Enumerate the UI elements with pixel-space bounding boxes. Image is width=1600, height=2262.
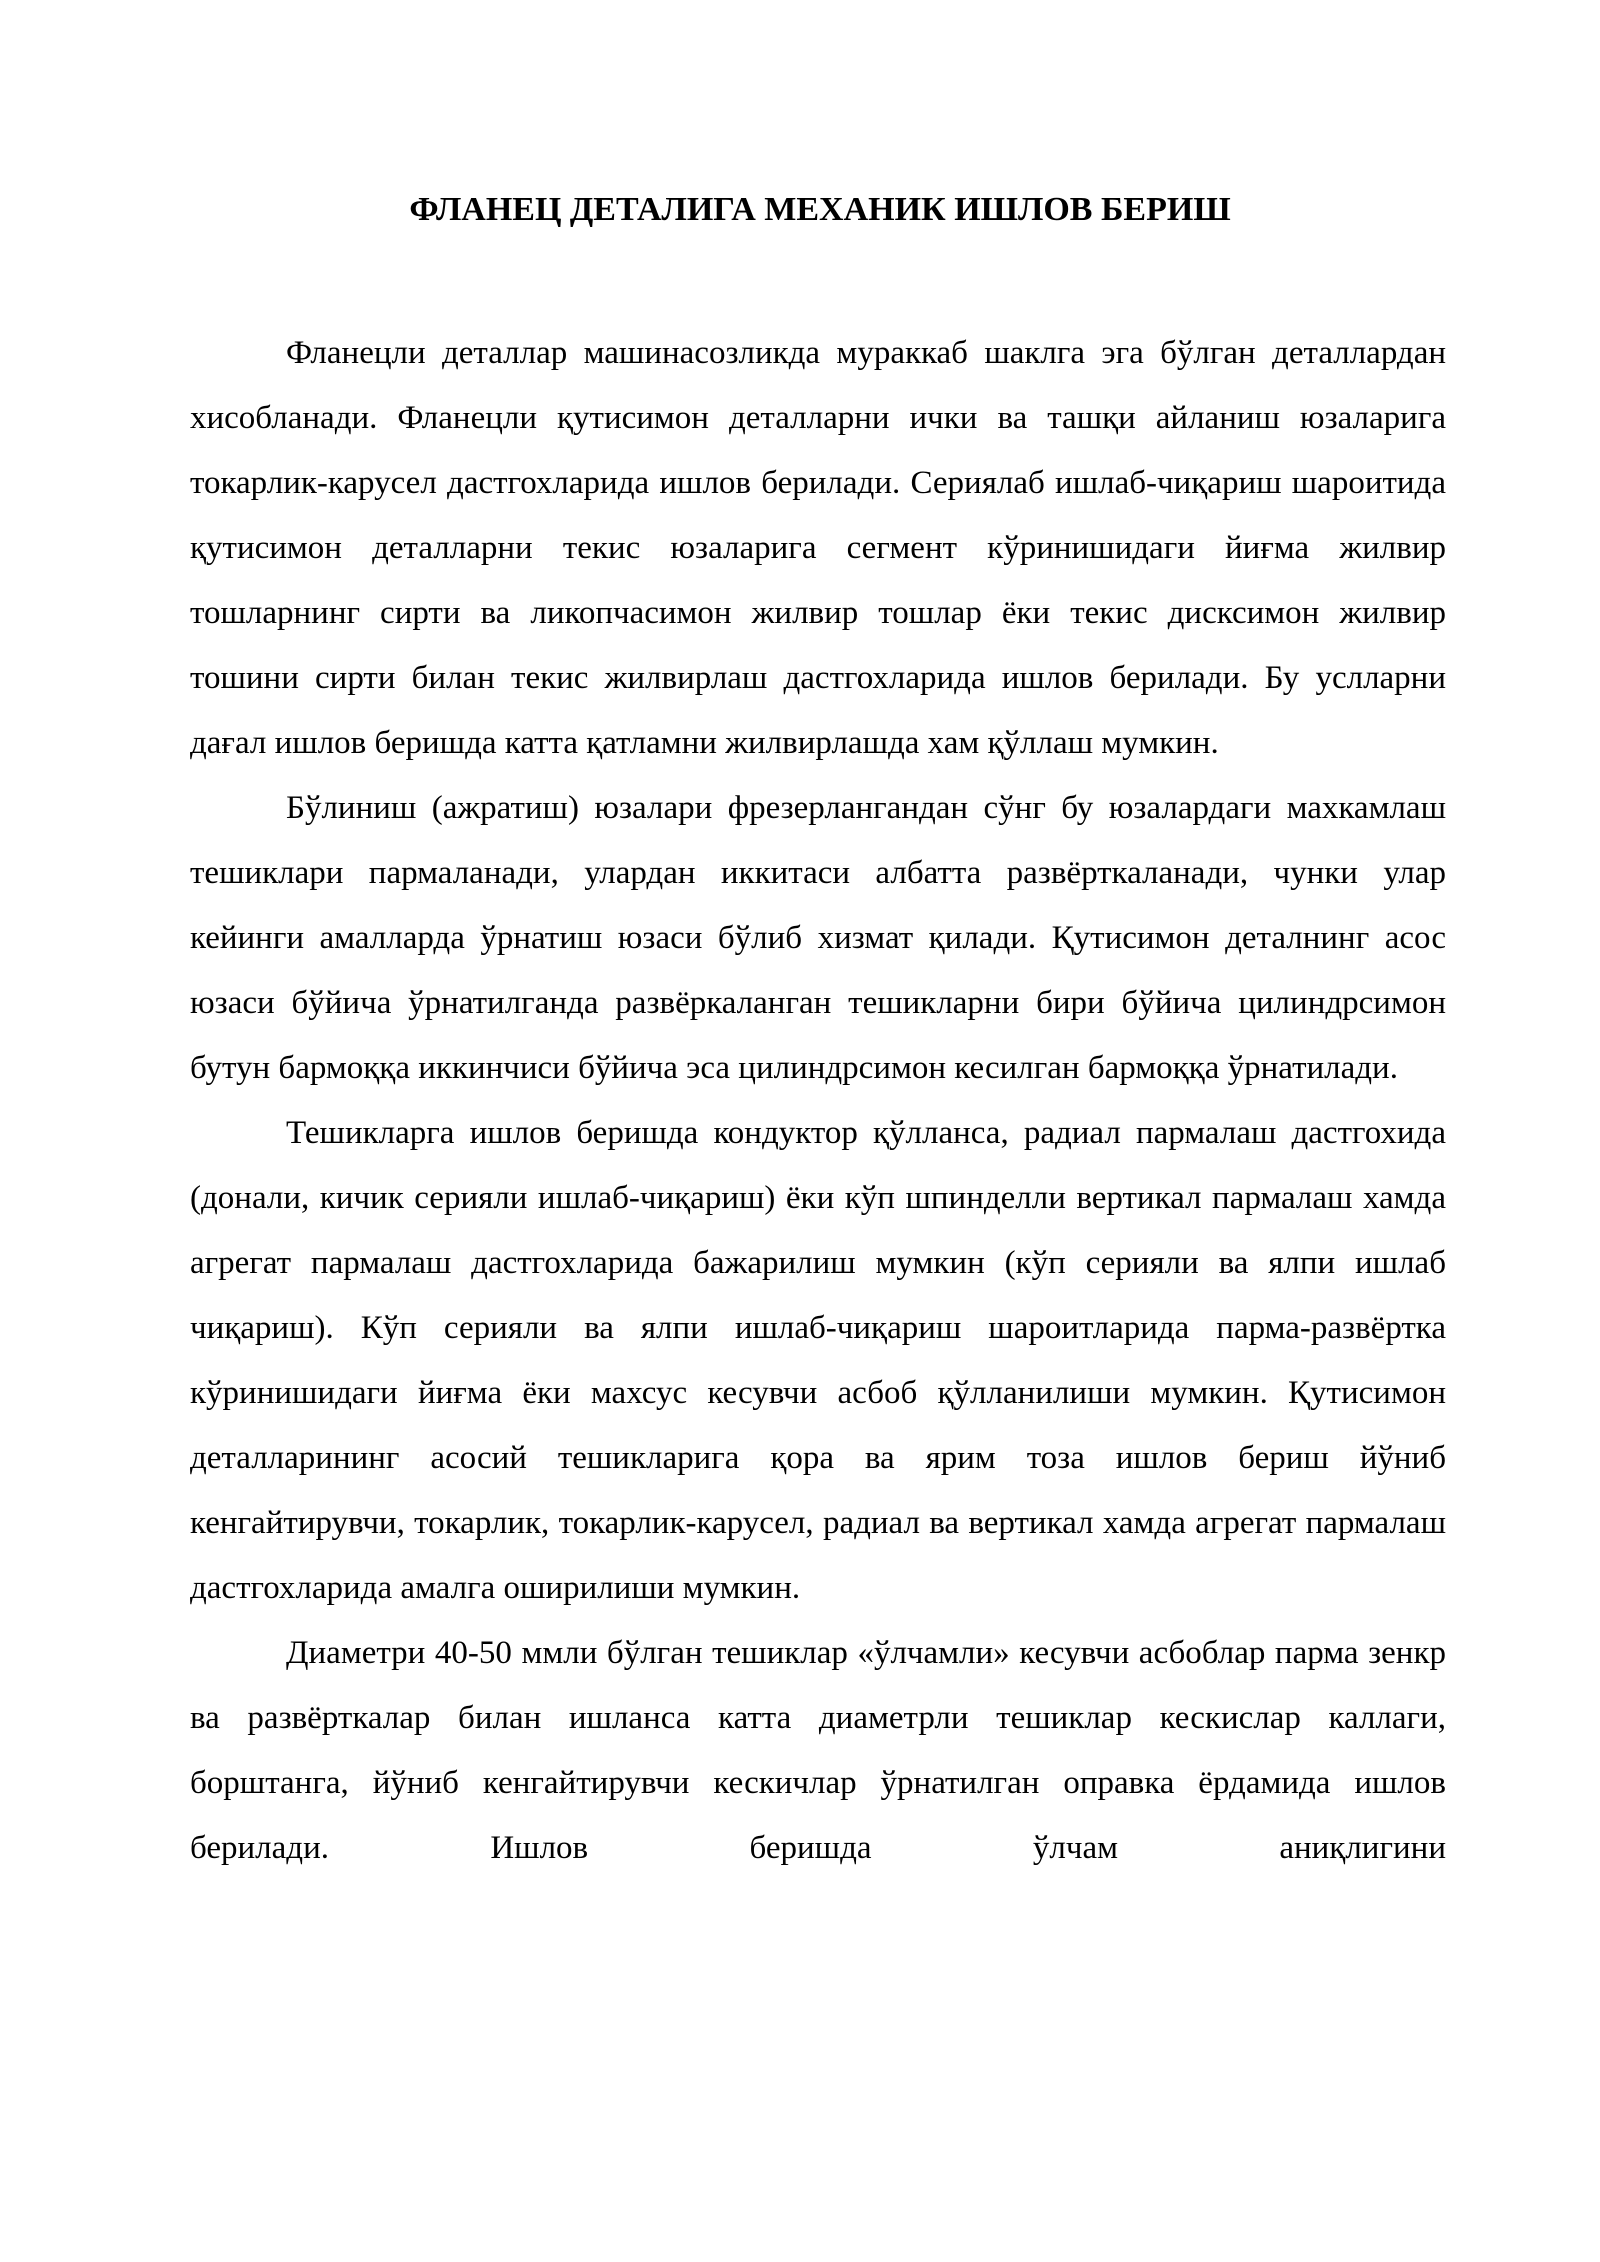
document-title: ФЛАНЕЦ ДЕТАЛИГА МЕХАНИК ИШЛОВ БЕРИШ — [409, 191, 1231, 228]
paragraph-1: Фланецли деталлар машинасозликда мураккаб шаклга эга бўлган деталлардан хисобланади. Фланецли қутисимон деталларни ички ва ташқи айланиш юзаларига токарлик-карусел дастгохларида ишлов берилади. Сериялаб ишлаб-чиқариш шароитида қутисимон деталларни текис юзаларига сегмент кўринишидаги йиғма жилвир тошларнинг сирти ва ликопчасимон жилвир тошлар ёки текис дисксимон жилвир тошини сирти билан текис жилвирлаш дастгохларида ишлов берилади. Бу уcлларни дағал ишлов беришда катта қатламни жилвирлашда хам қўллаш мумкин. — [190, 335, 1446, 761]
paragraph-2: Бўлиниш (ажратиш) юзалари фрезерлангандан сўнг бу юзалардаги махкамлаш тешиклари пармаланади, улардан иккитаси албатта развёрткаланади, чунки улар кейинги амалларда ўрнатиш юзаси бўлиб хизмат қилади. Қутисимон деталнинг асос юзаси бўйича ўрнатилганда развёркаланган тешикларни бири бўйича цилиндрсимон бутун бармоққа иккинчиси бўйича эса цилиндрсимон кесилган бармоққа ўрнатилади. — [190, 790, 1446, 1086]
paragraph-3: Тешикларга ишлов беришда кондуктор қўлланса, радиал пармалаш дастгохида (донали, кичик серияли ишлаб-чиқариш) ёки кўп шпинделли вертикал пармалаш хамда агрегат пармалаш дастгохларида бажарилиш мумкин (кўп серияли ва ялпи ишлаб чиқариш). Кўп серияли ва ялпи ишлаб-чиқариш шароитларида парма-развёртка кўринишидаги йиғма ёки махсус кесувчи асбоб қўлланилиши мумкин. Қутисимон деталларининг асосий тешикларига қора ва ярим тоза ишлов бериш йўниб кенгайтирувчи, токарлик, токарлик-карусел, радиал ва вертикал хамда агрегат пармалаш дастгохларида амалга оширилиши мумкин. — [190, 1115, 1446, 1606]
paragraph-4: Диаметри 40-50 ммли бўлган тешиклар «ўлчамли» кесувчи асбоблар парма зенкр ва развёрткалар билан ишланса катта диаметрли тешиклар кескислар каллаги, борштанга, йўниб кенгайтирувчи кескичлар ўрнатилган оправка ёрдамида ишлов берилади. Ишлов беришда ўлчам аниқлигини — [190, 1635, 1446, 1866]
document-body — [190, 321, 1446, 1881]
